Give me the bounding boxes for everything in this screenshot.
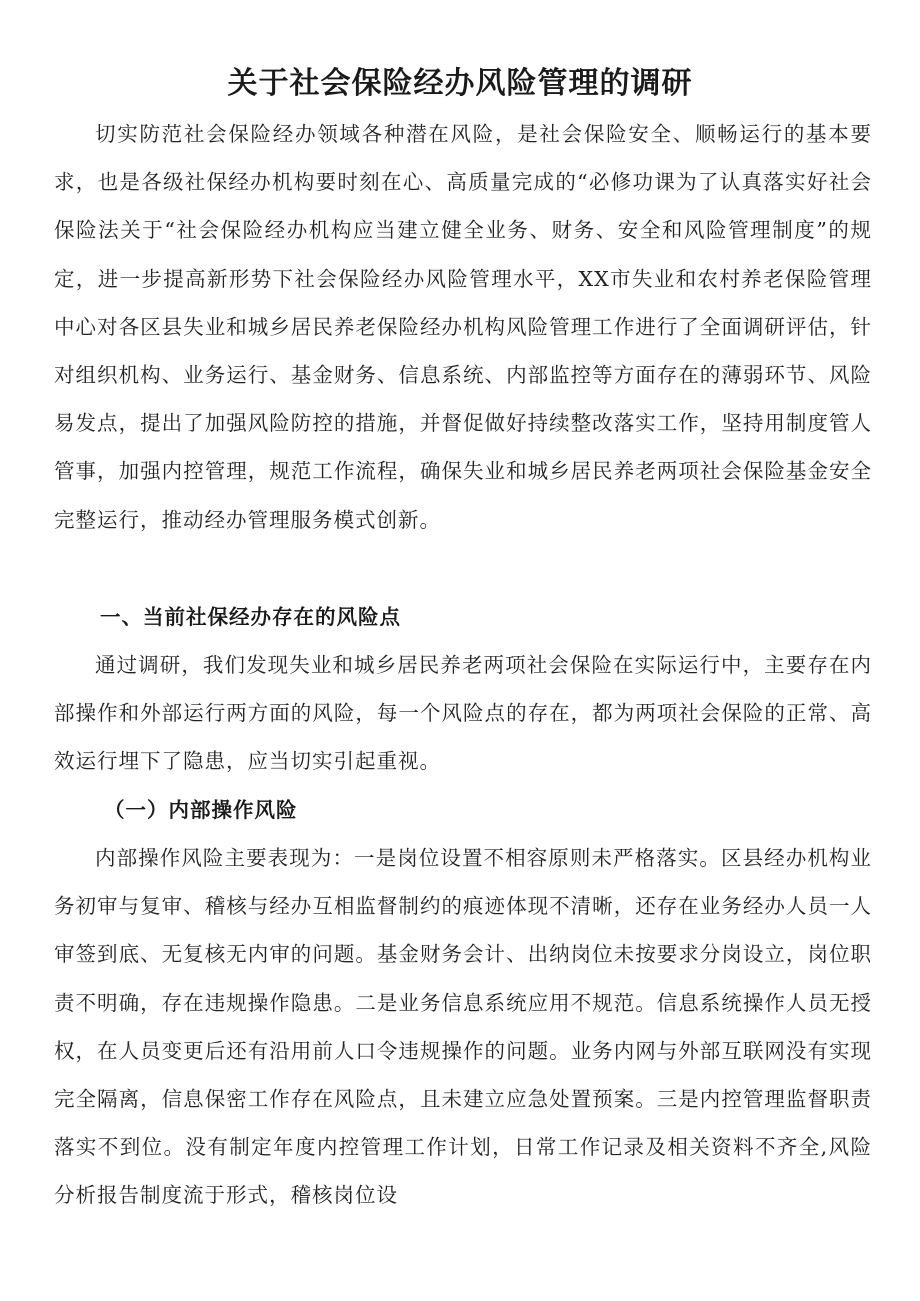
subsection-heading-internal-risk: （一）内部操作风险 <box>104 798 298 822</box>
intro-paragraph: 切实防范社会保险经办领域各种潜在风险，是社会保险安全、顺畅运行的基本要求，也是各级社保经办机构要时刻在心、高质量完成的“必修功课为了认真落实好社会保险法关于“社会保险经办机构应当建立健全业务、财务、安全和风险管理制度”的规定，进一步提高新形势下社会保险经办风险管理水平，XX市失业和农村养老保险管理中心对各区县失业和城乡居民养老保险经办机构风险管理工作进行了全面调研评估，针对组织机构、业务运行、基金财务、信息系统、内部监控等方面存在的薄弱环节、风险易发点，提出了加强风险防控的措施，并督促做好持续整改落实工作，坚持用制度管人管事，加强内控管理，规范工作流程，确保失业和城乡居民养老两项社会保险基金安全完整运行，推动经办管理服务模式创新。 <box>54 122 872 532</box>
document-title: 关于社会保险经办风险管理的调研 <box>227 66 693 101</box>
section-heading-risk-points: 一、当前社保经办存在的风险点 <box>100 605 401 629</box>
section-paragraph-risk-overview: 通过调研，我们发现失业和城乡居民养老两项社会保险在实际运行中，主要存在内部操作和外部运行两方面的风险，每一个风险点的存在，都为两项社会保险的正常、高效运行埋下了隐患，应当切实引起重视。 <box>54 653 872 774</box>
subsection-paragraph-internal-risk: 内部操作风险主要表现为：一是岗位设置不相容原则未严格落实。区县经办机构业务初审与复审、稽核与经办互相监督制约的痕迹体现不清晰，还存在业务经办人员一人审签到底、无复核无内审的问题。基金财务会计、出纳岗位未按要求分岗设立，岗位职责不明确，存在违规操作隐患。二是业务信息系统应用不规范。信息系统操作人员无授权，在人员变更后还有沿用前人口令违规操作的问题。业务内网与外部互联网没有实现完全隔离，信息保密工作存在风险点，且未建立应急处置预案。三是内控管理监督职责落实不到位。没有制定年度内控管理工作计划，日常工作记录及相关资料不齐全,风险分析报告制度流于形式，稽核岗位设 <box>54 846 872 1208</box>
